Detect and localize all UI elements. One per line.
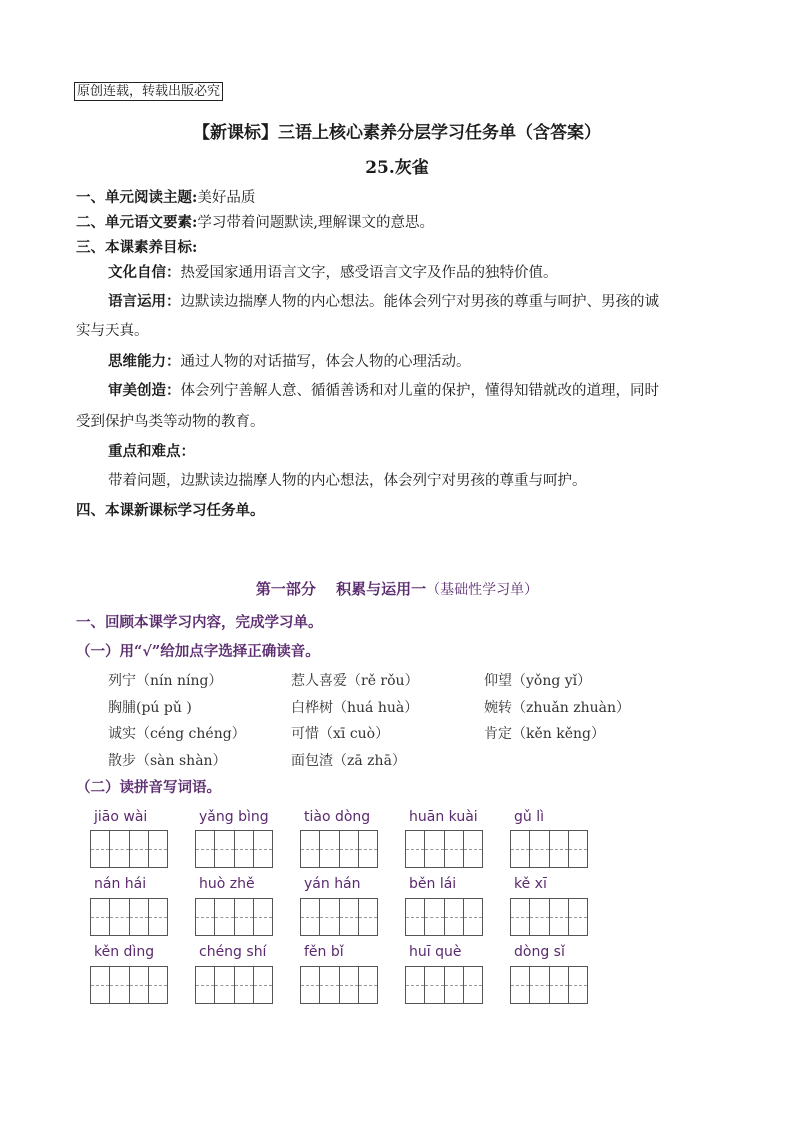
writing-grid[interactable] — [195, 966, 273, 1004]
choice-item: 白桦树（huá huà） — [291, 700, 419, 716]
writing-cell[interactable] — [550, 831, 569, 867]
goal-culture-text: 热爱国家通用语言文字，感受语言文字及作品的独特价值。 — [180, 265, 558, 281]
choice-item: 婉转（zhuǎn zhuàn） — [484, 700, 630, 716]
writing-cell[interactable] — [130, 899, 149, 935]
pinyin-label: gǔ lì — [514, 809, 544, 825]
writing-cell[interactable] — [530, 899, 549, 935]
writing-cell[interactable] — [550, 899, 569, 935]
writing-cell[interactable] — [235, 831, 254, 867]
writing-cell[interactable] — [301, 899, 320, 935]
unit-theme-text: 美好品质 — [197, 190, 256, 206]
unit-element-text: 学习带着问题默读,理解课文的意思。 — [197, 215, 434, 231]
goal-aesthetic-label: 审美创造： — [108, 382, 181, 399]
question-2: （二）读拼音写词语。 — [76, 779, 221, 796]
writing-grid[interactable] — [405, 966, 483, 1004]
goal-aesthetic-text: 体会列宁善解人意、循循善诱和对儿童的保护，懂得知错就改的道理，同时 — [180, 383, 659, 399]
writing-cell[interactable] — [511, 967, 530, 1003]
pinyin-label: tiào dòng — [304, 809, 371, 825]
pinyin-label: kěn dìng — [94, 944, 155, 960]
writing-cell[interactable] — [91, 899, 110, 935]
copyright-badge: 原创连载，转载出版必究 — [74, 82, 223, 101]
writing-cell[interactable] — [149, 831, 167, 867]
goal-aesthetic-cont: 受到保护鸟类等动物的教育。 — [76, 414, 265, 430]
review-task: 一、回顾本课学习内容，完成学习单。 — [76, 614, 323, 631]
writing-cell[interactable] — [196, 899, 215, 935]
writing-cell[interactable] — [445, 899, 464, 935]
writing-cell[interactable] — [464, 831, 482, 867]
pinyin-label: fěn bǐ — [304, 944, 344, 960]
unit-theme — [76, 188, 255, 208]
pinyin-label: nán hái — [94, 876, 147, 892]
goal-language — [108, 292, 659, 312]
writing-cell[interactable] — [340, 967, 359, 1003]
lesson-goals-heading: 三、本课素养目标: — [76, 239, 198, 256]
writing-cell[interactable] — [235, 899, 254, 935]
pinyin-label: yán hán — [304, 876, 361, 892]
writing-cell[interactable] — [254, 831, 272, 867]
writing-cell[interactable] — [320, 899, 339, 935]
unit-element-label: 二、单元语文要素: — [76, 214, 198, 231]
writing-cell[interactable] — [91, 831, 110, 867]
writing-cell[interactable] — [406, 899, 425, 935]
writing-grid[interactable] — [510, 830, 588, 868]
writing-cell[interactable] — [130, 967, 149, 1003]
part1-title: 第一部分 积累与运用一 — [255, 580, 427, 598]
writing-cell[interactable] — [569, 831, 587, 867]
writing-cell[interactable] — [110, 899, 129, 935]
pinyin-label: jiāo wài — [94, 809, 148, 825]
pinyin-label: chéng shí — [199, 944, 267, 960]
writing-cell[interactable] — [91, 967, 110, 1003]
goal-thinking — [108, 352, 471, 372]
writing-grid[interactable] — [405, 898, 483, 936]
goal-aesthetic — [108, 381, 659, 401]
pinyin-label: dòng sǐ — [514, 944, 565, 960]
writing-cell[interactable] — [464, 967, 482, 1003]
goal-culture-label: 文化自信： — [108, 264, 181, 281]
pinyin-label: kě xī — [514, 876, 547, 892]
writing-cell[interactable] — [215, 899, 234, 935]
unit-theme-label: 一、单元阅读主题: — [76, 189, 198, 206]
writing-cell[interactable] — [569, 967, 587, 1003]
writing-cell[interactable] — [359, 899, 377, 935]
writing-cell[interactable] — [445, 831, 464, 867]
task-list-heading: 四、本课新课标学习任务单。 — [76, 502, 265, 519]
writing-cell[interactable] — [359, 967, 377, 1003]
writing-cell[interactable] — [445, 967, 464, 1003]
pinyin-label: yǎng bìng — [199, 809, 269, 825]
pinyin-label: běn lái — [409, 876, 457, 892]
pinyin-label: huān kuài — [409, 809, 478, 825]
writing-cell[interactable] — [149, 899, 167, 935]
writing-cell[interactable] — [110, 967, 129, 1003]
document-title: 【新课标】三语上核心素养分层学习任务单（含答案） — [193, 123, 601, 143]
part1-subtitle: （基础性学习单） — [426, 582, 539, 598]
part1-heading — [0, 578, 794, 599]
choice-item: 列宁（nín níng） — [108, 673, 223, 689]
writing-grid[interactable] — [90, 898, 168, 936]
writing-cell[interactable] — [110, 831, 129, 867]
writing-grid[interactable] — [300, 898, 378, 936]
writing-cell[interactable] — [301, 831, 320, 867]
writing-cell[interactable] — [301, 967, 320, 1003]
writing-grid[interactable] — [510, 966, 588, 1004]
goal-culture — [108, 263, 558, 283]
writing-cell[interactable] — [196, 831, 215, 867]
question-1: （一）用“√”给加点字选择正确读音。 — [76, 643, 320, 660]
writing-cell[interactable] — [425, 831, 444, 867]
writing-cell[interactable] — [464, 899, 482, 935]
goal-thinking-text: 通过人物的对话描写，体会人物的心理活动。 — [180, 354, 471, 370]
writing-grid[interactable] — [90, 966, 168, 1004]
lesson-title: 25.灰雀 — [365, 158, 429, 178]
goal-thinking-label: 思维能力： — [108, 353, 181, 370]
pinyin-label: huò zhě — [199, 876, 255, 892]
writing-cell[interactable] — [530, 831, 549, 867]
key-points-heading: 重点和难点： — [108, 443, 195, 460]
writing-cell[interactable] — [340, 831, 359, 867]
writing-grid[interactable] — [90, 830, 168, 868]
writing-cell[interactable] — [215, 967, 234, 1003]
choice-item: 惹人喜爱（rě rǒu） — [291, 673, 419, 689]
goal-language-cont: 实与天真。 — [76, 323, 149, 339]
writing-cell[interactable] — [254, 899, 272, 935]
choice-item: 肯定（kěn kěng） — [484, 726, 605, 742]
writing-cell[interactable] — [196, 967, 215, 1003]
writing-cell[interactable] — [569, 899, 587, 935]
writing-cell[interactable] — [511, 899, 530, 935]
writing-cell[interactable] — [215, 831, 234, 867]
writing-cell[interactable] — [254, 967, 272, 1003]
choice-item: 仰望（yǒng yǐ） — [484, 673, 592, 689]
writing-cell[interactable] — [359, 831, 377, 867]
writing-grid[interactable] — [405, 830, 483, 868]
writing-cell[interactable] — [425, 899, 444, 935]
writing-cell[interactable] — [320, 831, 339, 867]
writing-cell[interactable] — [320, 967, 339, 1003]
writing-cell[interactable] — [149, 967, 167, 1003]
writing-grid[interactable] — [195, 898, 273, 936]
writing-grid[interactable] — [300, 830, 378, 868]
writing-cell[interactable] — [130, 831, 149, 867]
writing-grid[interactable] — [300, 966, 378, 1004]
goal-language-text: 边默读边揣摩人物的内心想法。能体会列宁对男孩的尊重与呵护、男孩的诚 — [180, 294, 659, 310]
writing-grid[interactable] — [510, 898, 588, 936]
writing-grid[interactable] — [195, 830, 273, 868]
choice-item: 散步（sàn shàn） — [108, 753, 227, 769]
pinyin-label: huī què — [409, 944, 462, 960]
writing-cell[interactable] — [530, 967, 549, 1003]
writing-cell[interactable] — [340, 899, 359, 935]
writing-cell[interactable] — [511, 831, 530, 867]
writing-cell[interactable] — [235, 967, 254, 1003]
writing-cell[interactable] — [406, 967, 425, 1003]
unit-element — [76, 213, 434, 233]
goal-language-label: 语言运用： — [108, 293, 181, 310]
choice-item: 诚实（céng chéng） — [108, 726, 246, 742]
key-points-text: 带着问题，边默读边揣摩人物的内心想法，体会列宁对男孩的尊重与呵护。 — [108, 473, 587, 489]
writing-cell[interactable] — [425, 967, 444, 1003]
choice-item: 面包渣（zā zhā） — [291, 753, 406, 769]
writing-cell[interactable] — [550, 967, 569, 1003]
choice-item: 可惜（xī cuò） — [291, 726, 390, 742]
writing-cell[interactable] — [406, 831, 425, 867]
choice-item: 胸脯(pú pǔ ) — [108, 700, 192, 716]
